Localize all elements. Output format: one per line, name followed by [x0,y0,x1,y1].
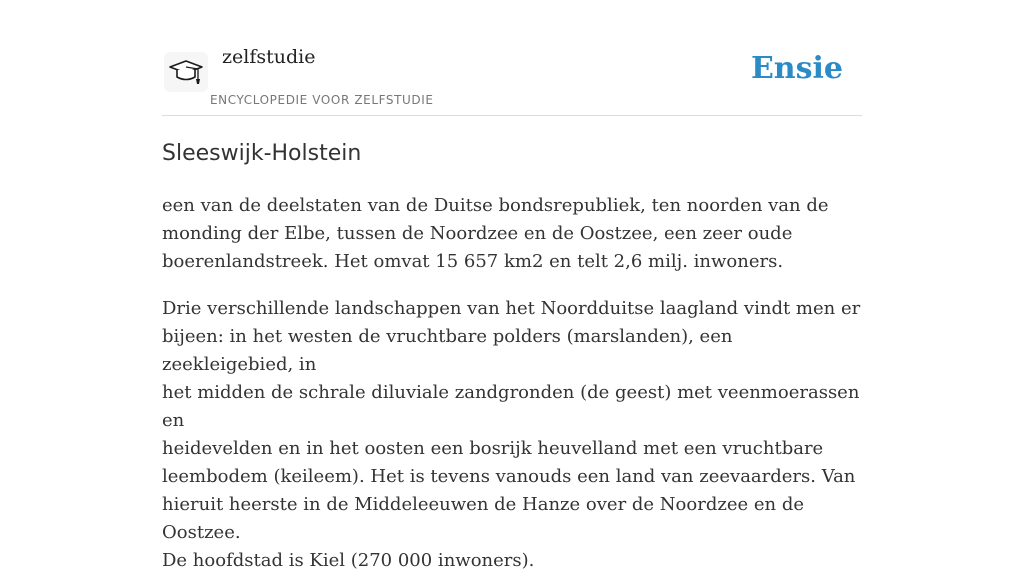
ensie-brand-link[interactable]: Ensie [750,51,843,86]
paragraph-line: Drie verschillende landschappen van het Noordduitse laagland vindt men er [162,298,861,319]
graduation-cap-icon-svg [168,58,204,86]
paragraph-line: heidevelden en in het oosten een bosrijk heuvelland met een vruchtbare [162,438,824,459]
article-title: Sleeswijk-Holstein [162,141,362,166]
article-paragraph [162,192,862,276]
site-title-link[interactable]: zelfstudie [222,46,316,68]
paragraph-line: monding der Elbe, tussen de Noordzee en de Oostzee, een zeer oude [162,223,793,244]
site-header [162,0,862,116]
paragraph-line: boerenlandstreek. Het omvat 15 657 km2 en telt 2,6 milj. inwoners. [162,251,784,272]
article [162,138,862,575]
paragraph-line: hieruit heerste in de Middeleeuwen de Hanze over de Noordzee en de Oostzee. [162,494,804,543]
graduation-cap-icon[interactable] [164,52,208,92]
paragraph-line: bijeen: in het westen de vruchtbare polders (marslanden), een zeekleigebied, in [162,326,733,375]
article-paragraph [162,295,862,575]
paragraph-line: een van de deelstaten van de Duitse bondsrepubliek, ten noorden van de [162,195,829,216]
site-tagline: ENCYCLOPEDIE VOOR ZELFSTUDIE [210,93,434,107]
paragraph-line: De hoofdstad is Kiel (270 000 inwoners). [162,550,535,571]
paragraph-line: leembodem (keileem). Het is tevens vanouds een land van zeevaarders. Van [162,466,856,487]
paragraph-line: het midden de schrale diluviale zandgronden (de geest) met veenmoerassen en [162,382,860,431]
